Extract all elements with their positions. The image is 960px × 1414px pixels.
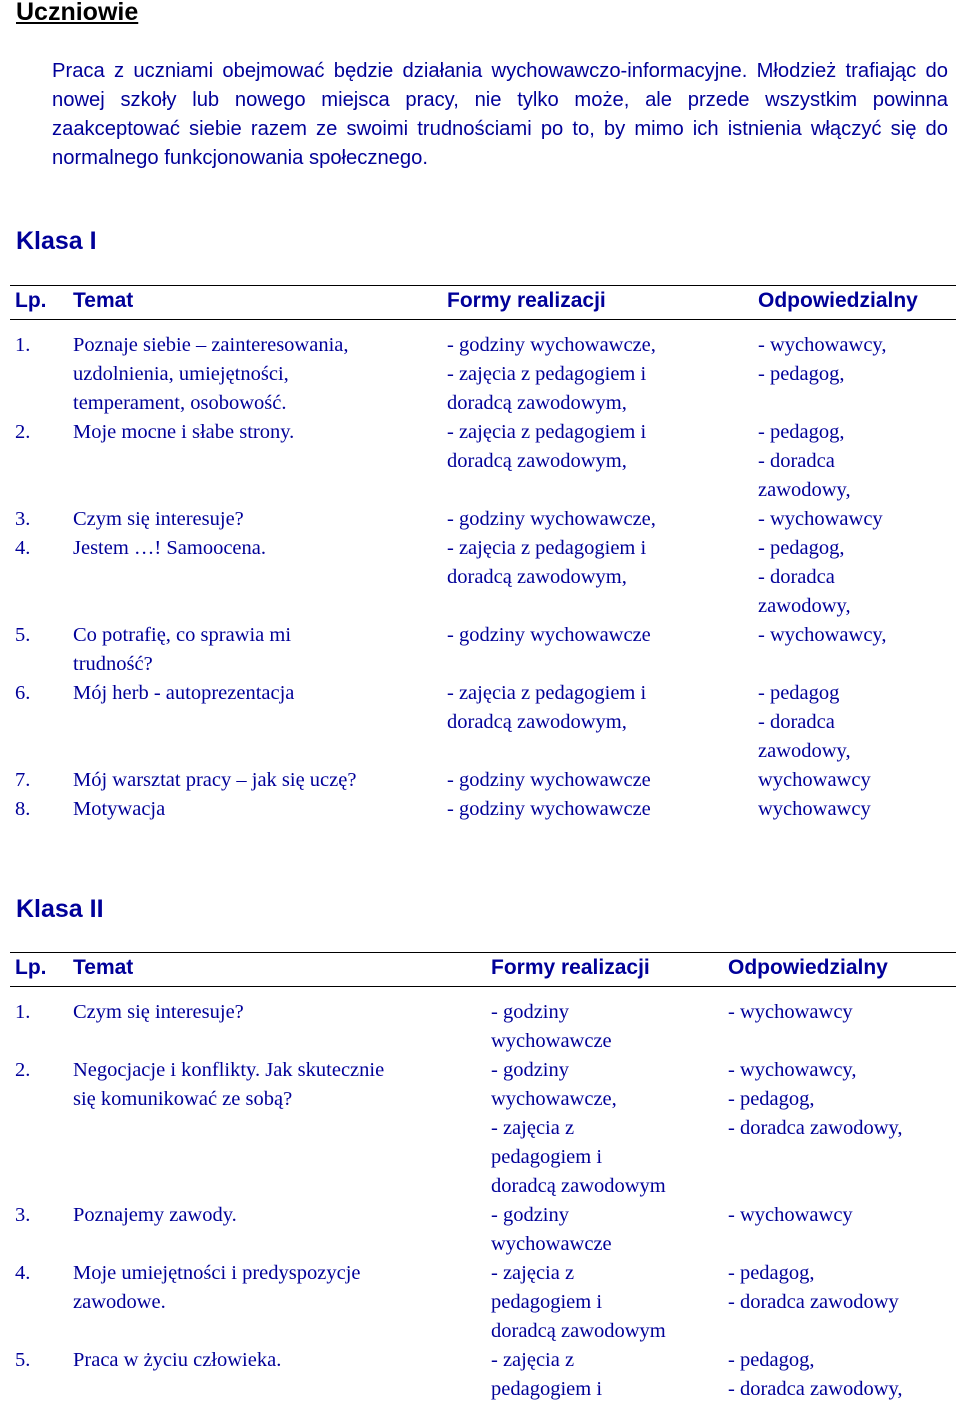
cell-temat: Moje mocne i słabe strony. bbox=[73, 421, 295, 443]
cell-temat: Motywacja bbox=[73, 798, 166, 820]
header-lp: Lp. bbox=[10, 286, 73, 320]
cell-lp: 4. bbox=[15, 537, 31, 559]
cell-temat: Poznaje siebie – zainteresowania, uzdolnienia, umiejętności, temperament, osobowość. bbox=[73, 334, 349, 414]
cell-temat: Mój herb - autoprezentacja bbox=[73, 682, 295, 704]
cell-formy: - godziny wychowawcze bbox=[491, 1204, 612, 1255]
header-odpowiedzialny: Odpowiedzialny bbox=[728, 953, 956, 987]
cell-formy: - zajęcia z pedagogiem i bbox=[491, 1349, 603, 1400]
cell-odpowiedzialny: - pedagog, - doradca zawodowy, bbox=[758, 421, 851, 501]
cell-odpowiedzialny: - pedagog, - doradca zawodowy, bbox=[728, 1349, 903, 1400]
table-row bbox=[10, 679, 956, 766]
page-title: Uczniowie bbox=[16, 0, 139, 26]
cell-formy: - godziny wychowawcze bbox=[447, 624, 651, 646]
cell-odpowiedzialny: wychowawcy bbox=[758, 769, 871, 791]
table-row bbox=[10, 1346, 956, 1404]
cell-odpowiedzialny: - wychowawcy bbox=[728, 1001, 853, 1023]
intro-paragraph: Praca z uczniami obejmować będzie działania wychowawczo-informacyjne. Młodzież trafiając do nowej szkoły lub nowego miejsca pracy, nie tylko może, ale przede wszystkim powinna zaakceptować siebie razem ze swoimi trudnościami po to, by mimo ich istnienia włączyć się do normalnego funkcjonowania społecznego. bbox=[52, 60, 948, 169]
header-formy: Formy realizacji bbox=[447, 286, 758, 320]
cell-temat: Mój warsztat pracy – jak się uczę? bbox=[73, 769, 357, 791]
header-temat: Temat bbox=[73, 286, 447, 320]
table-row bbox=[10, 505, 956, 534]
cell-temat: Praca w życiu człowieka. bbox=[73, 1349, 282, 1371]
cell-lp: 5. bbox=[15, 1349, 31, 1371]
cell-lp: 4. bbox=[15, 1262, 31, 1284]
cell-lp: 6. bbox=[15, 682, 31, 704]
cell-formy: - zajęcia z pedagogiem i doradcą zawodowym, bbox=[447, 682, 647, 733]
cell-odpowiedzialny: - pedagog, - doradca zawodowy, bbox=[758, 537, 851, 617]
table-row bbox=[10, 331, 956, 418]
table-row bbox=[10, 418, 956, 505]
cell-temat: Negocjacje i konflikty. Jak skutecznie się komunikować ze sobą? bbox=[73, 1059, 385, 1110]
cell-formy: - zajęcia z pedagogiem i doradcą zawodowym, bbox=[447, 421, 647, 472]
table-header-row bbox=[10, 953, 956, 987]
cell-odpowiedzialny: - wychowawcy bbox=[728, 1204, 853, 1226]
table-row bbox=[10, 1259, 956, 1346]
table-row bbox=[10, 534, 956, 621]
table-row bbox=[10, 1056, 956, 1201]
cell-formy: - godziny wychowawcze, - zajęcia z pedagogiem i doradcą zawodowym, bbox=[447, 334, 656, 414]
cell-formy: - godziny wychowawcze bbox=[447, 798, 651, 820]
cell-formy: - godziny wychowawcze, - zajęcia z pedagogiem i doradcą zawodowym bbox=[491, 1059, 666, 1197]
cell-lp: 1. bbox=[15, 1001, 31, 1023]
cell-formy: - godziny wychowawcze bbox=[491, 1001, 612, 1052]
klasa-1-table bbox=[10, 285, 956, 824]
cell-odpowiedzialny: - wychowawcy bbox=[758, 508, 883, 530]
cell-lp: 2. bbox=[15, 421, 31, 443]
section-title-klasa-2: Klasa II bbox=[16, 895, 104, 923]
cell-temat: Jestem …! Samoocena. bbox=[73, 537, 266, 559]
header-lp: Lp. bbox=[10, 953, 73, 987]
cell-formy: - zajęcia z pedagogiem i doradcą zawodowym bbox=[491, 1262, 666, 1342]
cell-lp: 7. bbox=[15, 769, 31, 791]
cell-lp: 2. bbox=[15, 1059, 31, 1081]
cell-odpowiedzialny: - wychowawcy, - pedagog, bbox=[758, 334, 887, 385]
table-row bbox=[10, 1201, 956, 1259]
table-header-row bbox=[10, 286, 956, 320]
cell-odpowiedzialny: - wychowawcy, bbox=[758, 624, 887, 646]
cell-lp: 3. bbox=[15, 508, 31, 530]
cell-formy: - godziny wychowawcze bbox=[447, 769, 651, 791]
header-formy: Formy realizacji bbox=[491, 953, 728, 987]
section-title-klasa-1: Klasa I bbox=[16, 227, 97, 255]
cell-temat: Co potrafię, co sprawia mi trudność? bbox=[73, 624, 292, 675]
cell-formy: - godziny wychowawcze, bbox=[447, 508, 656, 530]
cell-lp: 1. bbox=[15, 334, 31, 356]
table-row bbox=[10, 621, 956, 679]
cell-temat: Poznajemy zawody. bbox=[73, 1204, 237, 1226]
cell-temat: Czym się interesuje? bbox=[73, 1001, 244, 1023]
header-temat: Temat bbox=[73, 953, 491, 987]
cell-odpowiedzialny: - wychowawcy, - pedagog, - doradca zawodowy, bbox=[728, 1059, 903, 1139]
cell-lp: 8. bbox=[15, 798, 31, 820]
cell-odpowiedzialny: wychowawcy bbox=[758, 798, 871, 820]
table-row bbox=[10, 795, 956, 824]
table-row bbox=[10, 766, 956, 795]
table-row bbox=[10, 998, 956, 1056]
cell-temat: Czym się interesuje? bbox=[73, 508, 244, 530]
header-odpowiedzialny: Odpowiedzialny bbox=[758, 286, 956, 320]
cell-odpowiedzialny: - pedagog, - doradca zawodowy bbox=[728, 1262, 899, 1313]
cell-odpowiedzialny: - pedagog - doradca zawodowy, bbox=[758, 682, 851, 762]
klasa-2-table bbox=[10, 952, 956, 1404]
cell-formy: - zajęcia z pedagogiem i doradcą zawodowym, bbox=[447, 537, 647, 588]
cell-temat: Moje umiejętności i predyspozycje zawodowe. bbox=[73, 1262, 361, 1313]
cell-lp: 5. bbox=[15, 624, 31, 646]
cell-lp: 3. bbox=[15, 1204, 31, 1226]
